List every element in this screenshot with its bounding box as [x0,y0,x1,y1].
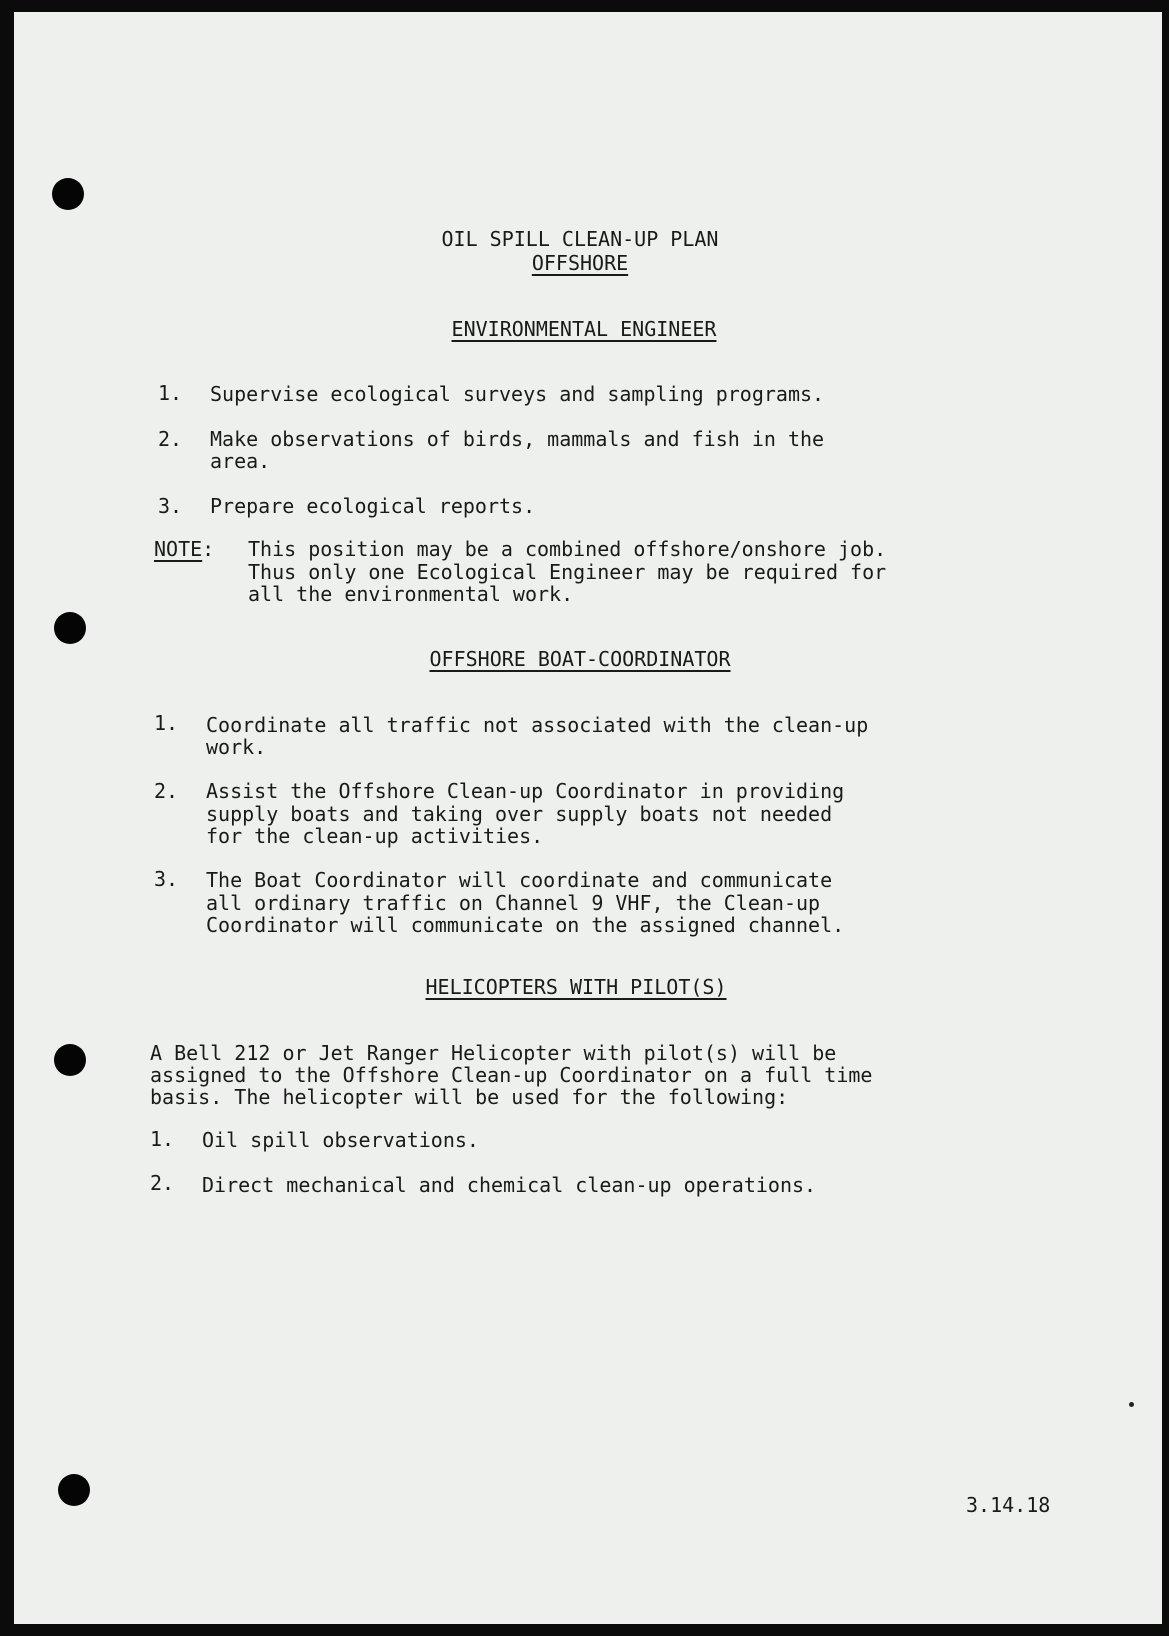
item-text: supply boats and taking over supply boats not needed [206,802,833,826]
item-number: 3. [158,494,183,518]
item-text: Oil spill observations. [202,1128,479,1152]
note-text: This position may be a combined offshore/onshore job. [248,537,887,561]
item-text: work. [206,735,267,759]
item-number: 2. [158,427,183,451]
item-text: Make observations of birds, mammals and fish in the [210,427,825,451]
item-number: 1. [158,381,183,405]
item-number: 2. [150,1171,175,1195]
document-page [14,12,1162,1624]
page-number: 3.14.18 [966,1493,1051,1517]
document-body [14,12,1162,1624]
section-heading-environmental: ENVIRONMENTAL ENGINEER [451,317,717,341]
intro-text: basis. The helicopter will be used for the following: [150,1085,789,1109]
item-text: Coordinator will communicate on the assigned channel. [206,913,845,937]
item-text: for the clean-up activities. [206,824,544,848]
item-number: 2. [154,779,179,803]
item-text: area. [210,449,271,473]
section-heading-boat: OFFSHORE BOAT-COORDINATOR [429,647,731,671]
item-number: 1. [150,1127,175,1151]
document-title: OIL SPILL CLEAN-UP PLAN [441,227,719,251]
note-text: Thus only one Ecological Engineer may be required for [248,560,887,584]
document-subtitle: OFFSHORE [531,251,629,275]
item-text: Assist the Offshore Clean-up Coordinator in providing [206,779,845,803]
item-text: Coordinate all traffic not associated with the clean-up [206,713,869,737]
note-colon: : [202,537,215,561]
note-label: NOTE [154,537,203,561]
item-text: Supervise ecological surveys and sampling programs. [210,382,825,406]
item-text: Prepare ecological reports. [210,494,536,518]
note-text: all the environmental work. [248,582,574,606]
item-text: The Boat Coordinator will coordinate and communicate [206,868,833,892]
intro-text: A Bell 212 or Jet Ranger Helicopter with pilot(s) will be [150,1041,837,1065]
item-text: Direct mechanical and chemical clean-up operations. [202,1173,817,1197]
item-number: 3. [154,867,179,891]
intro-text: assigned to the Offshore Clean-up Coordinator on a full time [150,1063,873,1087]
item-number: 1. [154,711,179,735]
item-text: all ordinary traffic on Channel 9 VHF, the Clean-up [206,891,821,915]
section-heading-helicopter: HELICOPTERS WITH PILOT(S) [425,975,727,999]
